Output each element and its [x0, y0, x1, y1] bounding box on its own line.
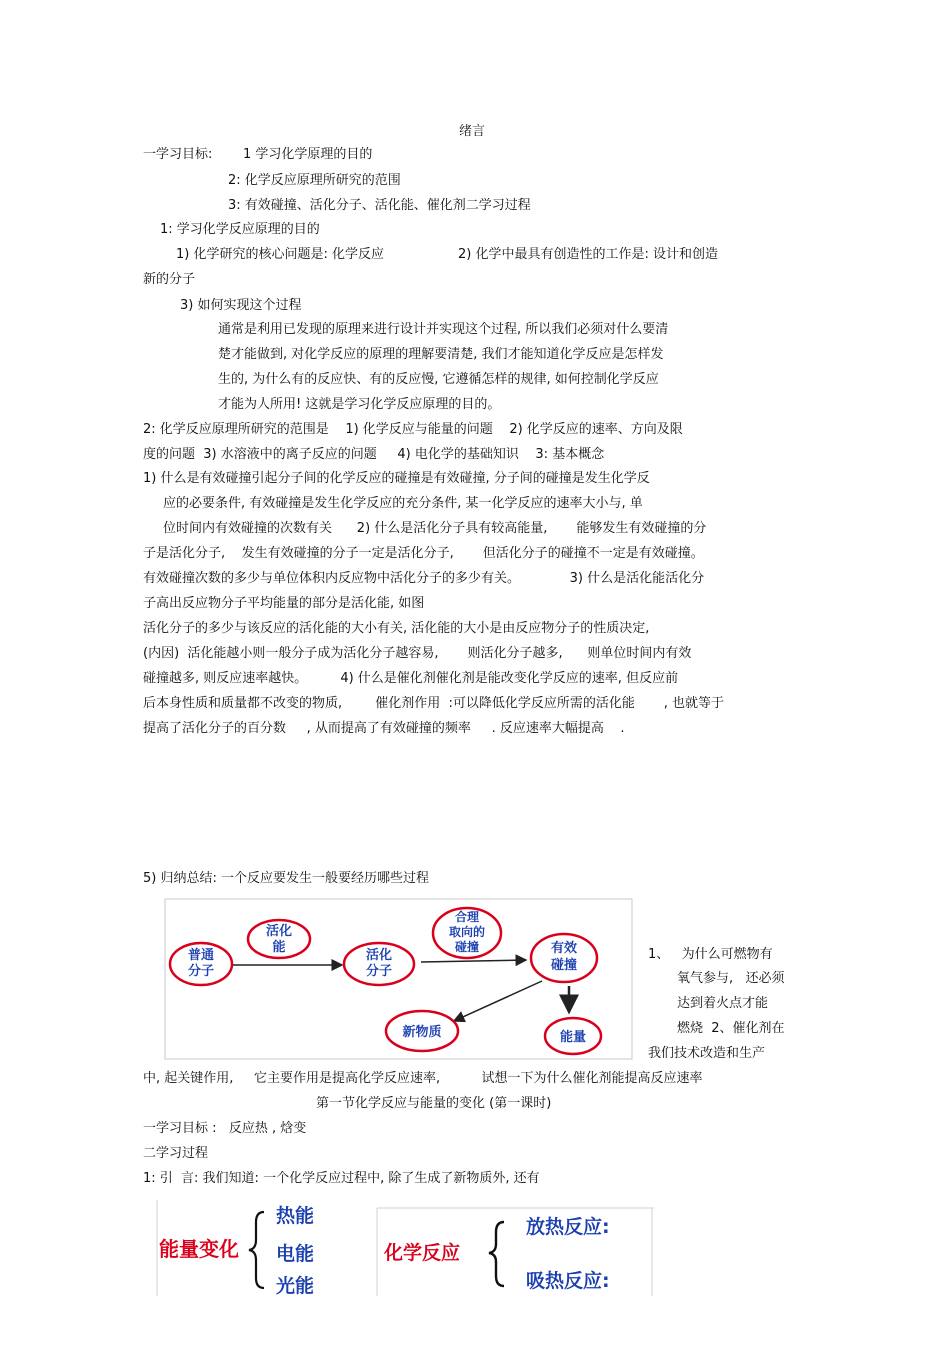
node-label: 普通	[187, 948, 215, 963]
node-oriented-collision	[433, 908, 501, 958]
intro-line: 1: 引 言: 我们知道: 一个化学反应过程中, 除了生成了新物质外, 还有	[143, 1171, 540, 1186]
after-figure-text: 中, 起关键作用, 它主要作用是提高化学反应速率, 试想一下为什么催化剂能提高反应速率	[143, 1071, 703, 1086]
node-label: 碰撞	[550, 958, 578, 973]
node-activated-molecule	[344, 943, 414, 985]
concept-line: 子是活化分子, 发生有效碰撞的分子一定是活化分子, 但活化分子的碰撞不一定是有效碰撞。	[143, 546, 704, 561]
node-label: 有效	[550, 941, 578, 956]
objectives-2: 一学习目标 : 反应热 , 焓变	[143, 1121, 307, 1136]
concept-line: 1) 什么是有效碰撞引起分子间的化学反应的碰撞是有效碰撞, 分子间的碰撞是发生化学反	[143, 471, 650, 486]
brace-icon	[489, 1222, 504, 1286]
concept-line: 应的必要条件, 有效碰撞是发生化学反应的充分条件, 某一化学反应的速率大小与, 单	[163, 496, 643, 511]
side-note-line: 我们技术改造和生产	[648, 1046, 766, 1061]
energy-change-figure	[156, 1198, 326, 1298]
node-label: 新物质	[402, 1025, 442, 1040]
node-label: 分子	[187, 964, 215, 979]
energy-item: 电能	[276, 1243, 315, 1265]
chemical-reaction-label: 化学反应	[384, 1242, 461, 1264]
summary-heading: 5) 归纳总结: 一个反应要发生一般要经历哪些过程	[143, 871, 429, 886]
node-effective-collision	[531, 934, 597, 982]
concept-line: 提高了活化分子的百分数 , 从而提高了有效碰撞的频率 . 反应速率大幅提高 .	[143, 721, 625, 736]
section2-line: 2: 化学反应原理所研究的范围是 1) 化学反应与能量的问题 2) 化学反应的速率、方向及限	[143, 422, 683, 437]
node-label: 活化	[365, 948, 393, 963]
node-label: 能	[272, 940, 286, 955]
concept-line: 后本身性质和质量都不改变的物质, 催化剂作用 :可以降低化学反应所需的活化能 , 也就等于	[143, 696, 725, 711]
section1-para-line: 才能为人所用! 这就是学习化学反应原理的目的。	[218, 397, 501, 412]
node-activation-energy	[248, 920, 310, 958]
section1-point1: 1) 化学研究的核心问题是: 化学反应	[176, 247, 384, 262]
doc-title: 绪言	[459, 124, 486, 139]
node-label: 取向的	[448, 925, 486, 939]
node-new-substance	[386, 1011, 458, 1051]
objective-1: 1 学习化学原理的目的	[243, 147, 373, 162]
node-label: 碰撞	[454, 940, 480, 954]
section1-point3: 3) 如何实现这个过程	[180, 298, 302, 313]
section1-point2-cont: 新的分子	[143, 272, 196, 287]
side-note-line: 达到着火点才能	[677, 996, 769, 1011]
objective-2: 2: 化学反应原理所研究的范围	[228, 173, 401, 188]
section1-para-line: 楚才能做到, 对化学反应的原理的理解要清楚, 我们才能知道化学反应是怎样发	[218, 347, 664, 362]
section-title: 第一节化学反应与能量的变化 (第一课时)	[316, 1096, 552, 1111]
concept-line: 有效碰撞次数的多少与单位体积内反应物中活化分子的多少有关。 3) 什么是活化能活化分	[143, 571, 705, 586]
reaction-type-item: 放热反应:	[526, 1216, 610, 1238]
process-heading: 二学习过程	[143, 1146, 209, 1161]
energy-change-label: 能量变化	[159, 1237, 239, 1261]
section1-point2: 2) 化学中最具有创造性的工作是: 设计和创造	[458, 247, 718, 262]
objective-3: 3: 有效碰撞、活化分子、活化能、催化剂二学习过程	[228, 198, 531, 213]
node-label: 能量	[559, 1030, 587, 1045]
node-label: 合理	[454, 910, 480, 924]
objectives-label: 一学习目标:	[143, 147, 213, 162]
brace-icon	[249, 1212, 264, 1288]
node-label: 活化	[265, 924, 293, 939]
section1-para-line: 生的, 为什么有的反应快、有的反应慢, 它遵循怎样的规律, 如何控制化学反应	[218, 372, 659, 387]
energy-item: 热能	[276, 1205, 315, 1227]
side-note-line: 氧气参与, 还必须	[677, 971, 785, 986]
section1-heading: 1: 学习化学反应原理的目的	[160, 222, 320, 237]
reaction-flow-diagram	[164, 898, 634, 1061]
section1-para-line: 通常是利用已发现的原理来进行设计并实现这个过程, 所以我们必须对什么要清	[218, 322, 669, 337]
reaction-type-figure	[376, 1206, 656, 1298]
node-energy	[545, 1018, 601, 1054]
side-note-line: 1、 为什么可燃物有	[648, 947, 773, 962]
node-label: 分子	[365, 964, 393, 979]
concept-line: 位时间内有效碰撞的次数有关 2) 什么是活化分子具有较高能量, 能够发生有效碰撞的分	[163, 521, 707, 536]
reaction-type-item: 吸热反应:	[526, 1270, 610, 1292]
concept-line: (内因) 活化能越小则一般分子成为活化分子越容易, 则活化分子越多, 则单位时间内有效	[143, 646, 692, 661]
energy-item: 光能	[276, 1275, 315, 1297]
side-note-line: 燃烧 2、催化剂在	[677, 1021, 785, 1036]
node-ordinary-molecule	[170, 943, 232, 985]
concept-line: 子高出反应物分子平均能量的部分是活化能, 如图	[143, 596, 425, 611]
section2-line: 度的问题 3) 水溶液中的离子反应的问题 4) 电化学的基础知识 3: 基本概念	[143, 447, 605, 462]
concept-line: 活化分子的多少与该反应的活化能的大小有关, 活化能的大小是由反应物分子的性质决定,	[143, 621, 650, 636]
concept-line: 碰撞越多, 则反应速率越快。 4) 什么是催化剂催化剂是能改变化学反应的速率, 但反应前	[143, 671, 679, 686]
